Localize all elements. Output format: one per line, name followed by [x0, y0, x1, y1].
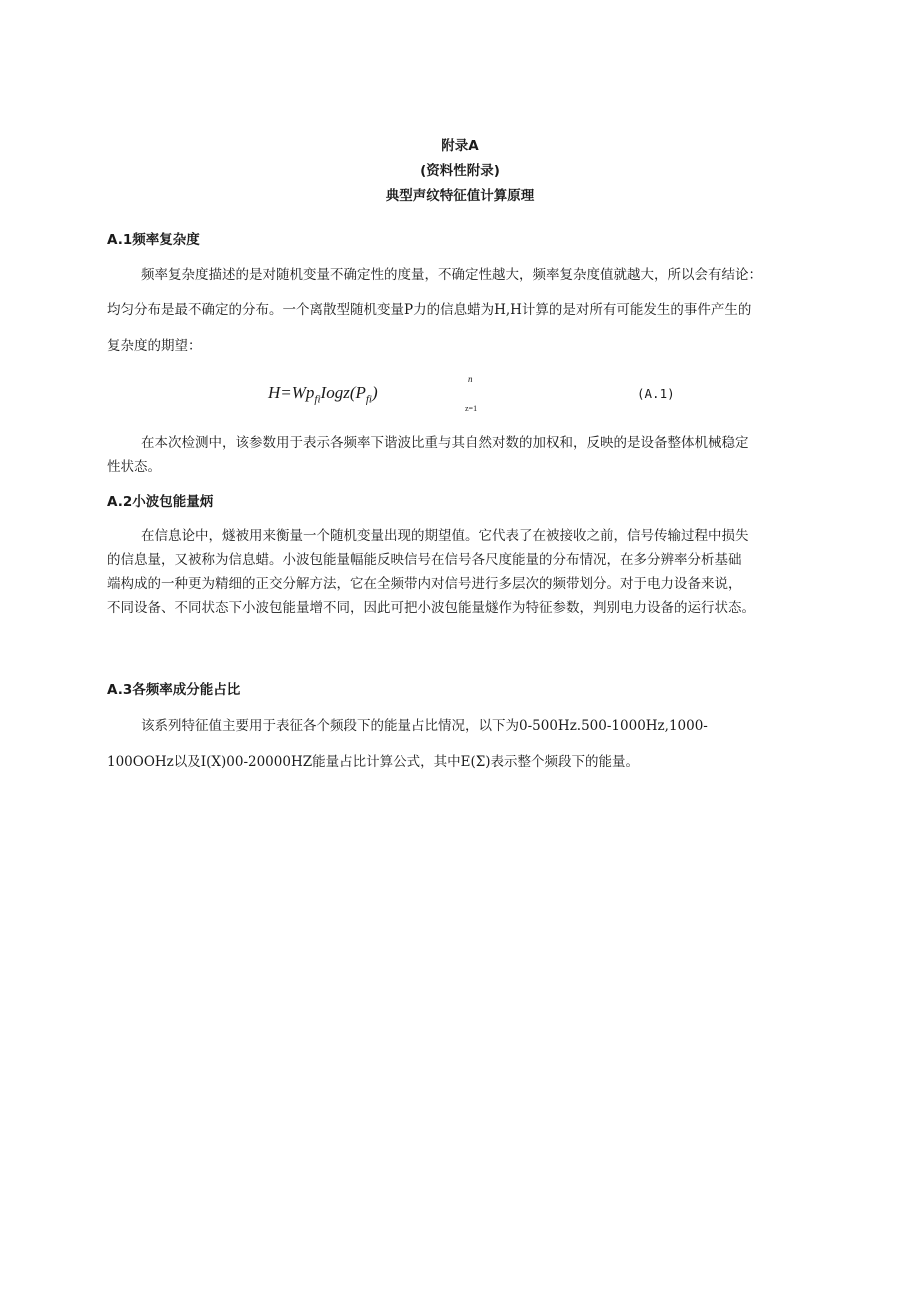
formula-a1 — [268, 383, 378, 405]
section-a3-title: A.3各频率成分能占比 — [107, 682, 241, 698]
formula-lhs: H=Wp — [268, 383, 315, 402]
paragraph-line: 复杂度的期望： — [107, 338, 202, 354]
sum-lower-limit: z=1 — [465, 404, 478, 413]
formula-end: ) — [372, 383, 378, 402]
sum-upper-limit: n — [468, 374, 473, 384]
paragraph-line: 不同设备、不同状态下小波包能量增不同，因此可把小波包能量燧作为特征参数，判别电力设备的运行状态。 — [107, 600, 755, 616]
formula-number: (A.1) — [637, 386, 675, 401]
section-a2-title: A.2小波包能量炳 — [107, 494, 214, 510]
paragraph-line: 在本次检测中，该参数用于表示各频率下谐波比重与其自然对数的加权和，反映的是设备整体机械稳定 — [141, 435, 749, 451]
paragraph-line: 该系列特征值主要用于表征各个频段下的能量占比情况，以下为0-500Hz.500-1000Hz,1000- — [141, 718, 708, 734]
paragraph-line: 端构成的一种更为精细的正交分解方法，它在全频带内对信号进行多层次的频带划分。对于电力设备来说， — [107, 576, 742, 592]
paragraph-line: 100OOHz以及I(X)00-20000HZ能量占比计算公式，其中E(Σ)表示整个频段下的能量。 — [107, 754, 640, 770]
paragraph-line: 性状态。 — [107, 459, 161, 475]
paragraph-line: 频率复杂度描述的是对随机变量不确定性的度量，不确定性越大，频率复杂度值就越大，所以会有结论： — [141, 267, 762, 283]
formula-subscript: fi — [314, 393, 321, 406]
appendix-label: 附录A — [441, 138, 479, 154]
appendix-nature: (资料性附录) — [420, 163, 500, 179]
section-a1-title: A.1频率复杂度 — [107, 232, 200, 248]
appendix-title: 典型声纹特征值计算原理 — [385, 188, 535, 204]
paragraph-line: 在信息论中，燧被用来衡量一个随机变量出现的期望值。它代表了在被接收之前，信号传输过程中损失 — [141, 528, 749, 544]
formula-subscript: fi — [365, 393, 372, 406]
formula-middle: Iogz(P — [320, 383, 366, 402]
paragraph-line: 均匀分布是最不确定的分布。一个离散型随机变量P力的信息蜡为H,H计算的是对所有可能发生的事件产生的 — [107, 302, 752, 318]
paragraph-line: 的信息量，又被称为信息蜡。小波包能量幅能反映信号在信号各尺度能量的分布情况，在多分辨率分析基础 — [107, 552, 742, 568]
